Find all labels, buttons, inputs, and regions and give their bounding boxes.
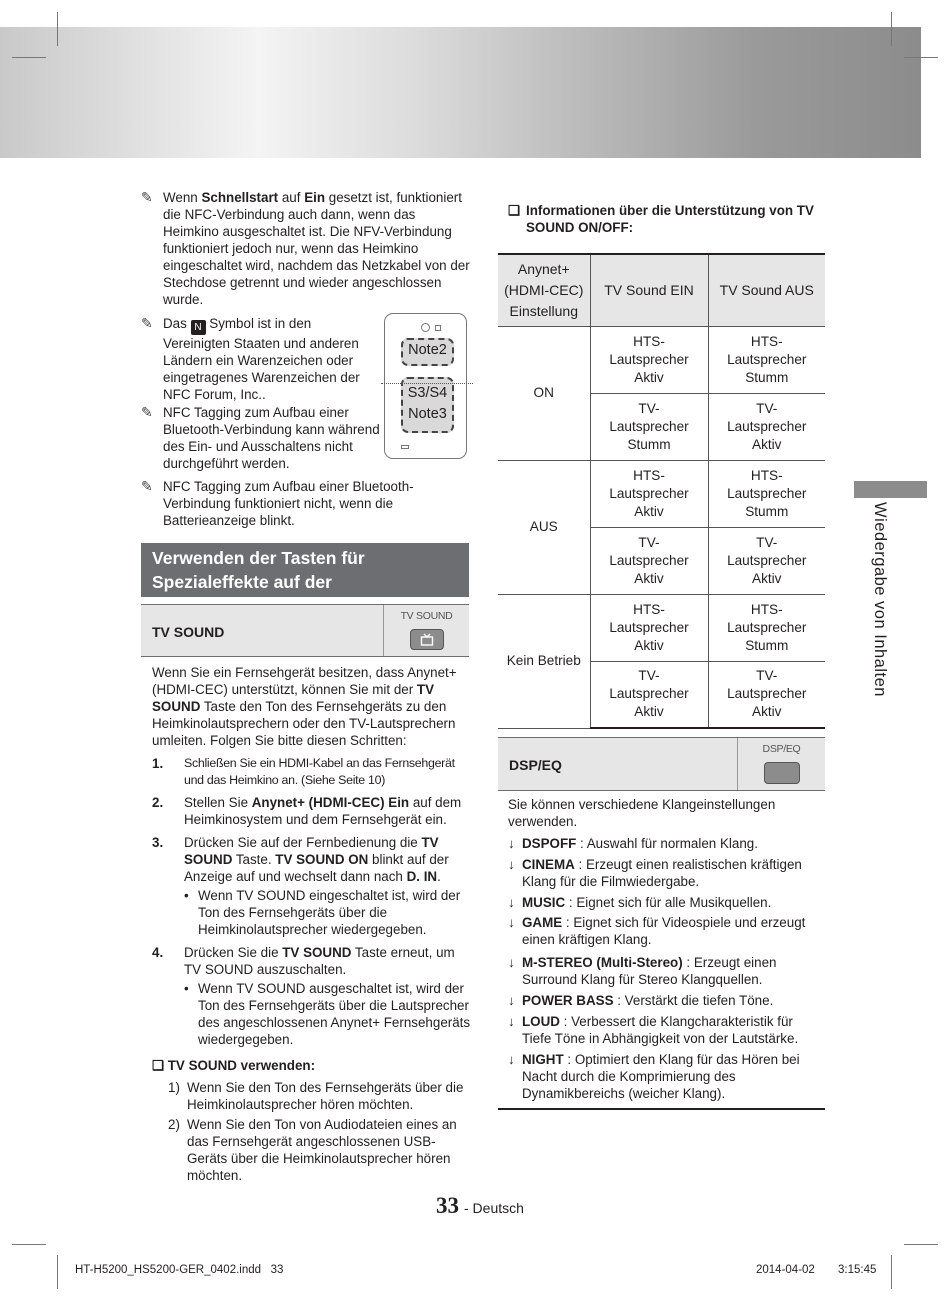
tv-sound-table — [498, 253, 825, 729]
dsp-eq-label: DSP/EQ — [509, 757, 562, 773]
step-number: 3. — [152, 835, 164, 850]
table-header-cell: TV Sound AUS — [708, 254, 825, 326]
crop-mark — [12, 1244, 46, 1245]
page-number: 33 — [436, 1193, 459, 1218]
section-title: Verwenden der Tasten für Spezialeffekte auf der — [141, 543, 469, 597]
arrow-down-icon: ↓ — [508, 857, 515, 872]
dsp-eq-icon-area — [737, 738, 825, 790]
dsp-intro: Sie können verschiedene Klangeinstellungen verwenden. — [508, 797, 776, 829]
crop-mark — [891, 12, 892, 46]
note-item — [141, 189, 471, 308]
step-bullet: • Wenn TV SOUND eingeschaltet ist, wird der Ton des Fernsehgeräts über die Heimkinolautsprecher wiedergegeben. — [184, 888, 461, 937]
use-heading-text: TV SOUND verwenden: — [167, 1058, 316, 1073]
step-number: 4. — [152, 945, 164, 960]
header-banner — [0, 27, 921, 158]
step-text: Schließen Sie ein HDMI-Kabel an das Fernsehgerät und das Heimkino an. (Siehe Seite 10) — [184, 756, 455, 787]
zone-divider — [381, 383, 473, 384]
table-cell: HTS-Lautsprecher Aktiv — [590, 460, 708, 527]
arrow-down-icon: ↓ — [508, 1052, 515, 1067]
tv-sound-intro: Wenn Sie ein Fernsehgerät besitzen, dass Anynet+ (HDMI-CEC) unterstützt, können Sie mit der TV SOUND Taste den Ton des Fernsehgeräts zu den Heimkinolautsprechern oder den TV-Lautsprechern umleiten. Folgen Sie bitte diesen Schritten: — [152, 665, 457, 748]
use-heading: ❑ TV SOUND verwenden: — [152, 1058, 316, 1073]
step-number: 1. — [152, 756, 164, 771]
dsp-mode-item: ↓ POWER BASS : Verstärkt die tiefen Töne. — [508, 993, 774, 1008]
crop-mark — [904, 57, 938, 58]
table-row — [498, 594, 825, 661]
table-header-cell: TV Sound EIN — [590, 254, 708, 326]
dsp-bottom-rule — [498, 1108, 825, 1110]
note3-label: Note3 — [408, 406, 447, 422]
table-cell: TV-Lautsprecher Aktiv — [590, 527, 708, 594]
footer-file: HT-H5200_HS5200-GER_0402.indd 33 — [75, 1264, 284, 1276]
use-item-text: Wenn Sie den Ton des Fernsehgeräts über die Heimkinolautsprecher hören möchten. — [187, 1080, 464, 1112]
note-pencil-icon: ✎ — [141, 404, 153, 420]
dsp-eq-key-icon — [764, 762, 800, 784]
table-cell: TV-Lautsprecher Aktiv — [708, 393, 825, 460]
arrow-down-icon: ↓ — [508, 915, 515, 930]
step-text: Stellen Sie Anynet+ (HDMI-CEC) Ein auf dem Heimkinosystem und dem Fernsehgerät ein. — [184, 795, 462, 827]
dsp-mode-item: ↓ DSPOFF : Auswahl für normalen Klang. — [508, 836, 758, 851]
dsp-mode-item: ↓ NIGHT : Optimiert den Klang für das Hören bei Nacht durch die Komprimierung des Dynamikbereichs (weicher Klang). — [508, 1052, 800, 1101]
step-text: Drücken Sie die TV SOUND Taste erneut, um TV SOUND auszuschalten. — [184, 945, 455, 977]
use-item-text: Wenn Sie den Ton von Audiodateien eines an das Fernsehgerät angeschlossenen USB-Geräts über die Heimkinolautsprecher hören möchten. — [187, 1117, 457, 1183]
arrow-down-icon: ↓ — [508, 836, 515, 851]
crop-mark — [891, 1255, 892, 1289]
arrow-down-icon: ↓ — [508, 955, 515, 970]
dsp-mode-item: ↓ GAME : Eignet sich für Videospiele und erzeugt einen kräftigen Klang. — [508, 915, 806, 947]
note-item — [141, 315, 381, 403]
table-cell: TV-Lautsprecher Aktiv — [590, 661, 708, 728]
table-cell: TV-Lautsprecher Aktiv — [708, 527, 825, 594]
tv-sound-caption: TV SOUND — [400, 610, 453, 622]
crop-mark — [57, 1255, 58, 1289]
dsp-mode-item: ↓ M-STEREO (Multi-Stereo) : Erzeugt einen Surround Klang für Stereo Klangquellen. — [508, 955, 777, 987]
note-text: Das N Symbol ist in den Vereinigten Staaten und anderen Ländern ein Warenzeichen oder eingetragenes Warenzeichen der NFC Forum, Inc.. — [163, 316, 360, 402]
crop-mark — [57, 12, 58, 46]
note-text: Wenn Schnellstart auf Ein gesetzt ist, funktioniert die NFC-Verbindung auch dann, wenn das Heimkino ausgeschaltet ist. Die NFV-Verbindung funktioniert jedoch nur, wenn das Heimkino eingeschaltet wird, nachdem das Netzkabel von der Stechdose getrennt und wieder angeschlossen wurde. — [163, 190, 470, 307]
step-text: Drücken Sie auf der Fernbedienung die TV SOUND Taste. TV SOUND ON blinkt auf der Anzeige auf und wechselt dann nach D. IN. — [184, 835, 449, 884]
crop-mark — [904, 1244, 938, 1245]
dsp-eq-caption: DSP/EQ — [762, 743, 801, 755]
use-item-number: 1) — [168, 1080, 180, 1095]
dsp-mode-item: ↓ LOUD : Verbessert die Klangcharakteristik für Tiefe Töne in Abhängigkeit von der Lautstärke. — [508, 1014, 799, 1046]
s3-s4-label: S3/S4 — [407, 385, 448, 401]
note-item — [141, 404, 381, 472]
table-header-cell: Anynet+ (HDMI-CEC) Einstellung — [498, 254, 590, 326]
home-key-icon — [401, 445, 409, 449]
dsp-eq-box — [498, 737, 825, 791]
table-cell: TV-Lautsprecher Stumm — [590, 393, 708, 460]
note-pencil-icon: ✎ — [141, 189, 153, 205]
camera-icon — [421, 323, 430, 332]
tv-sound-box — [141, 604, 469, 657]
page-language: - Deutsch — [464, 1200, 524, 1216]
setting-cell: AUS — [498, 460, 590, 594]
table-cell: HTS-Lautsprecher Stumm — [708, 460, 825, 527]
crop-mark — [12, 57, 46, 58]
dsp-mode-item: ↓ MUSIC : Eignet sich für alle Musikquellen. — [508, 895, 772, 910]
step-number: 2. — [152, 795, 164, 810]
arrow-down-icon: ↓ — [508, 895, 515, 910]
note-text: NFC Tagging zum Aufbau einer Bluetooth-Verbindung kann während des Ein- und Ausschaltens nicht durchgeführt werden. — [163, 405, 380, 471]
arrow-down-icon: ↓ — [508, 993, 515, 1008]
phone-illustration — [384, 313, 467, 459]
footer-date: 2014-04-02 — [756, 1264, 815, 1276]
footer-time: 3:15:45 — [838, 1264, 877, 1276]
tv-sound-key-icon — [410, 629, 444, 650]
chapter-tab-marker — [854, 481, 927, 498]
note2-zone: Note2 — [401, 338, 454, 366]
note-pencil-icon: ✎ — [141, 478, 153, 494]
table-row — [498, 326, 825, 393]
table-cell: HTS-Lautsprecher Aktiv — [590, 326, 708, 393]
setting-cell: Kein Betrieb — [498, 594, 590, 728]
note-item — [141, 478, 471, 529]
tv-sound-icon-area — [383, 605, 469, 656]
note-pencil-icon: ✎ — [141, 315, 153, 331]
dsp-mode-item: ↓ CINEMA : Erzeugt einen realistischen kräftigen Klang für die Filmwiedergabe. — [508, 857, 802, 889]
table-cell: TV-Lautsprecher Aktiv — [708, 661, 825, 728]
chapter-tab-label: Wiedergabe von Inhalten — [871, 502, 889, 697]
table-cell: HTS-Lautsprecher Stumm — [708, 326, 825, 393]
step-bullet: • Wenn TV SOUND ausgeschaltet ist, wird der Ton des Fernsehgeräts über die Lautsprecher des angeschlossenen Anynet+ Fernsehgeräts wiedergegeben. — [184, 981, 471, 1047]
nfc-logo-icon: N — [191, 320, 206, 335]
note-text: NFC Tagging zum Aufbau einer Bluetooth-Verbindung funktioniert nicht, wenn die Batterieanzeige blinkt. — [163, 479, 414, 528]
tv-sound-label: TV SOUND — [152, 624, 225, 640]
sensor-icon — [435, 325, 441, 331]
table-row — [498, 460, 825, 527]
use-item-number: 2) — [168, 1117, 180, 1132]
arrow-down-icon: ↓ — [508, 1014, 515, 1029]
info-heading-text: Informationen über die Unterstützung von TV SOUND ON/OFF: — [526, 203, 814, 235]
table-cell: HTS-Lautsprecher Stumm — [708, 594, 825, 661]
s3-s4-note3-zone — [401, 377, 454, 433]
info-heading: ❑ Informationen über die Unterstützung von TV SOUND ON/OFF: — [508, 202, 824, 236]
setting-cell: ON — [498, 326, 590, 460]
table-cell: HTS-Lautsprecher Aktiv — [590, 594, 708, 661]
